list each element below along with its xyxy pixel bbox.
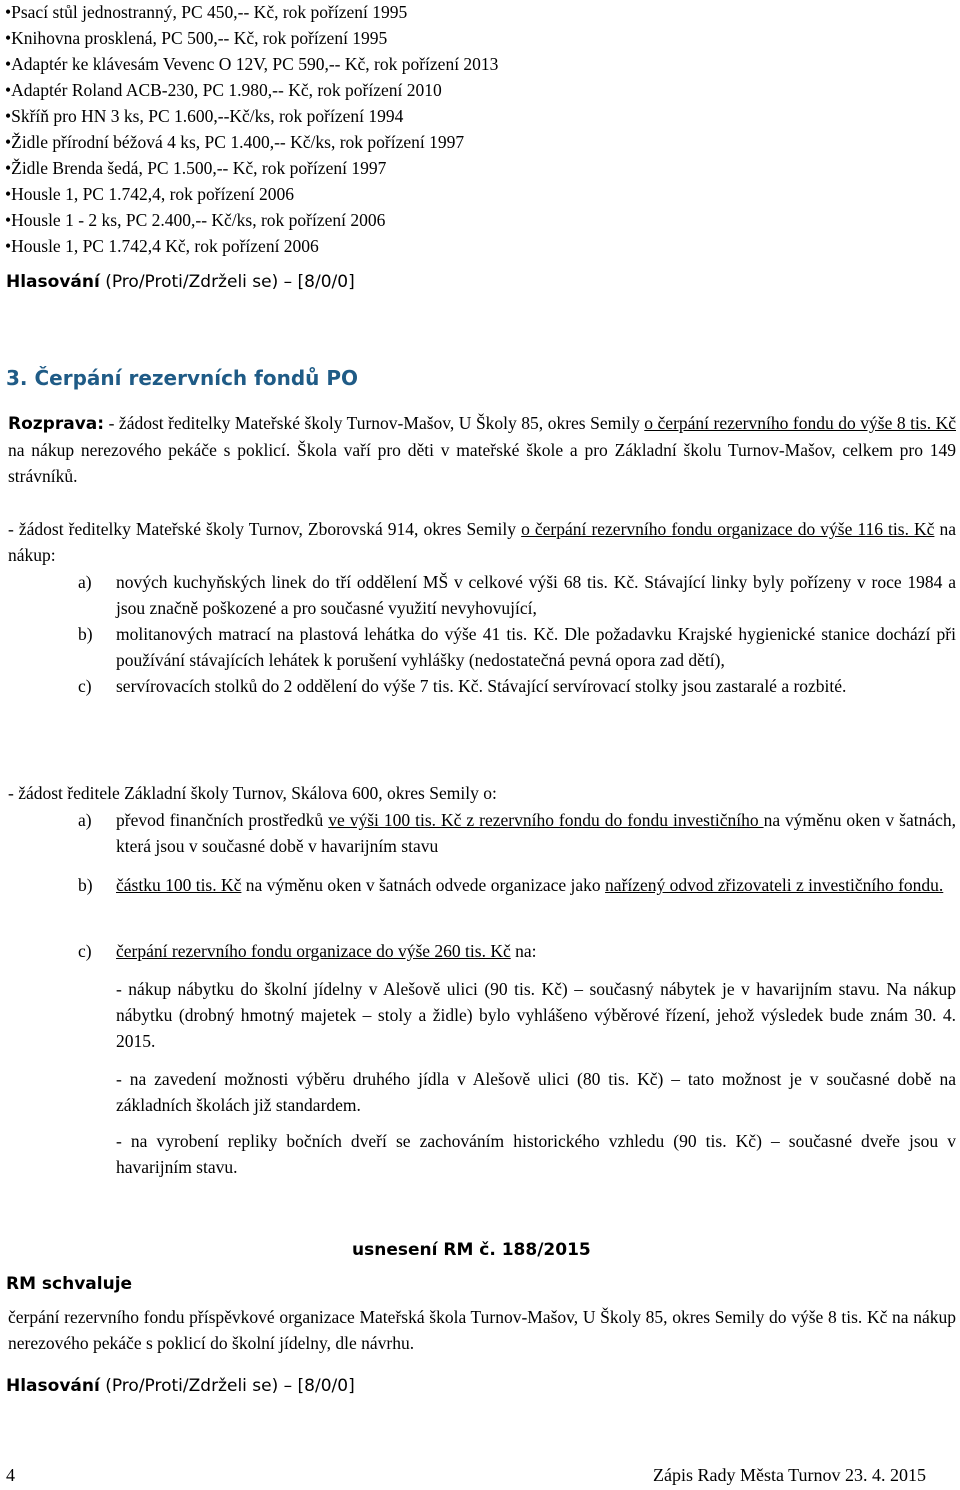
footer-text: Zápis Rady Města Turnov 23. 4. 2015 (652, 1465, 926, 1485)
sub-item: - nákup nábytku do školní jídelny v Alešově ulici (90 tis. Kč) – současný nábytek je v havarijním stavu. Na nákup nábytku (drobný hmotný majetek – stoly a židle) bylo vyhlášeno výběrové řízení, jehož výsledek bude znám 30. 4. 2015. (116, 979, 956, 1051)
inventory-item: •Housle 1, PC 1.742,4 Kč, rok pořízení 2006 (5, 236, 319, 256)
inventory-item: •Knihovna prosklená, PC 500,-- Kč, rok pořízení 1995 (5, 28, 388, 48)
sub-items (116, 1128, 956, 1180)
inventory-item: •Housle 1, PC 1.742,4, rok pořízení 2006 (5, 184, 295, 204)
vote-result (6, 272, 355, 292)
sub-items (116, 1066, 956, 1118)
request-3-list (78, 938, 956, 964)
section-title: 3. Čerpání rezervních fondů PO (6, 366, 358, 390)
list-item: b) částku 100 tis. Kč na výměnu oken v šatnách odvede organizace jako nařízený odvod zřizovateli z investičního fondu. (78, 875, 944, 895)
inventory-item: •Adaptér Roland ACB-230, PC 1.980,-- Kč, rok pořízení 2010 (5, 80, 442, 100)
inventory-list (5, 0, 498, 259)
resolution-text: čerpání rezervního fondu příspěvkové organizace Mateřská škola Turnov-Mašov, U Školy 85, okres Semily do výše 8 tis. Kč na nákup nerezového pekáče s poklicí do školní jídelny, dle návrhu. (8, 1307, 956, 1353)
request-block-2 (8, 516, 956, 568)
sub-item: - na vyrobení repliky bočních dveří se zachováním historického vzhledu (90 tis. Kč) – současné dveře jsou v havarijním stavu. (116, 1131, 956, 1177)
list-item: c) čerpání rezervního fondu organizace do výše 260 tis. Kč na: (78, 941, 537, 961)
page-number: 4 (6, 1465, 15, 1485)
list-item: a) převod finančních prostředků ve výši 100 tis. Kč z rezervního fondu do fondu investičního na výměnu oken v šatnách, která jsou v současné době v havarijním stavu (78, 810, 956, 856)
list-item: b) molitanových matrací na plastová lehátka do výše 41 tis. Kč. Dle požadavku Krajské hygienické stanice dochází při používání stávajících lehátek k porušení vyhlášky (nedostatečná pevná opora zad dětí), (78, 624, 956, 670)
discussion-label: Rozprava: (8, 414, 105, 434)
resolution-title: usnesení RM č. 188/2015 (352, 1240, 591, 1260)
request-paragraph: Rozprava: - žádost ředitelky Mateřské školy Turnov-Mašov, U Školy 85, okres Semily o čerpání rezervního fondu do výše 8 tis. Kč na nákup nerezového pekáče s poklicí. Škola vaří pro děti v mateřské škole a pro Základní školu Turnov-Mašov, celkem pro 149 strávníků. (8, 413, 956, 486)
sub-items (116, 976, 956, 1054)
list-item: c) servírovacích stolků do 2 oddělení do výše 7 tis. Kč. Stávající servírovací stolky jsou zastaralé a rozbité. (78, 676, 847, 696)
vote-value: (Pro/Proti/Zdrželi se) – [8/0/0] (105, 1376, 355, 1396)
vote-label: Hlasování (6, 272, 100, 292)
rm-approves-label: RM schvaluje (6, 1274, 133, 1294)
inventory-item: •Psací stůl jednostranný, PC 450,-- Kč, rok pořízení 1995 (5, 2, 408, 22)
purchase-list (78, 569, 956, 699)
discussion-block (8, 410, 956, 489)
list-item: a) nových kuchyňských linek do tří oddělení MŠ v celkové výši 68 tis. Kč. Stávající linky byly pořízeny v roce 1984 a jsou značně poškozené a pro současné využití nevyhovující, (78, 572, 956, 618)
request-paragraph: - žádost ředitelky Mateřské školy Turnov, Zborovská 914, okres Semily o čerpání rezervního fondu organizace do výše 116 tis. Kč na nákup: (8, 519, 956, 565)
request-paragraph: - žádost ředitele Základní školy Turnov, Skálova 600, okres Semily o: (8, 783, 497, 803)
inventory-item: •Židle přírodní béžová 4 ks, PC 1.400,-- Kč/ks, rok pořízení 1997 (5, 132, 465, 152)
sub-item: - na zavedení možnosti výběru druhého jídla v Alešově ulici (80 tis. Kč) – tato možnost je v současné době na základních školách již standardem. (116, 1069, 956, 1115)
inventory-item: •Adaptér ke klávesám Vevenc O 12V, PC 590,-- Kč, rok pořízení 2013 (5, 54, 499, 74)
vote-label: Hlasování (6, 1376, 100, 1396)
request-3-list (78, 807, 956, 859)
inventory-item: •Housle 1 - 2 ks, PC 2.400,-- Kč/ks, rok pořízení 2006 (5, 210, 386, 230)
request-block-3 (8, 780, 956, 806)
inventory-item: •Skříň pro HN 3 ks, PC 1.600,--Kč/ks, rok pořízení 1994 (5, 106, 404, 126)
request-3-list (78, 872, 956, 898)
inventory-item: •Židle Brenda šedá, PC 1.500,-- Kč, rok pořízení 1997 (5, 158, 387, 178)
vote-result (6, 1376, 355, 1396)
vote-value: (Pro/Proti/Zdrželi se) – [8/0/0] (105, 272, 355, 292)
